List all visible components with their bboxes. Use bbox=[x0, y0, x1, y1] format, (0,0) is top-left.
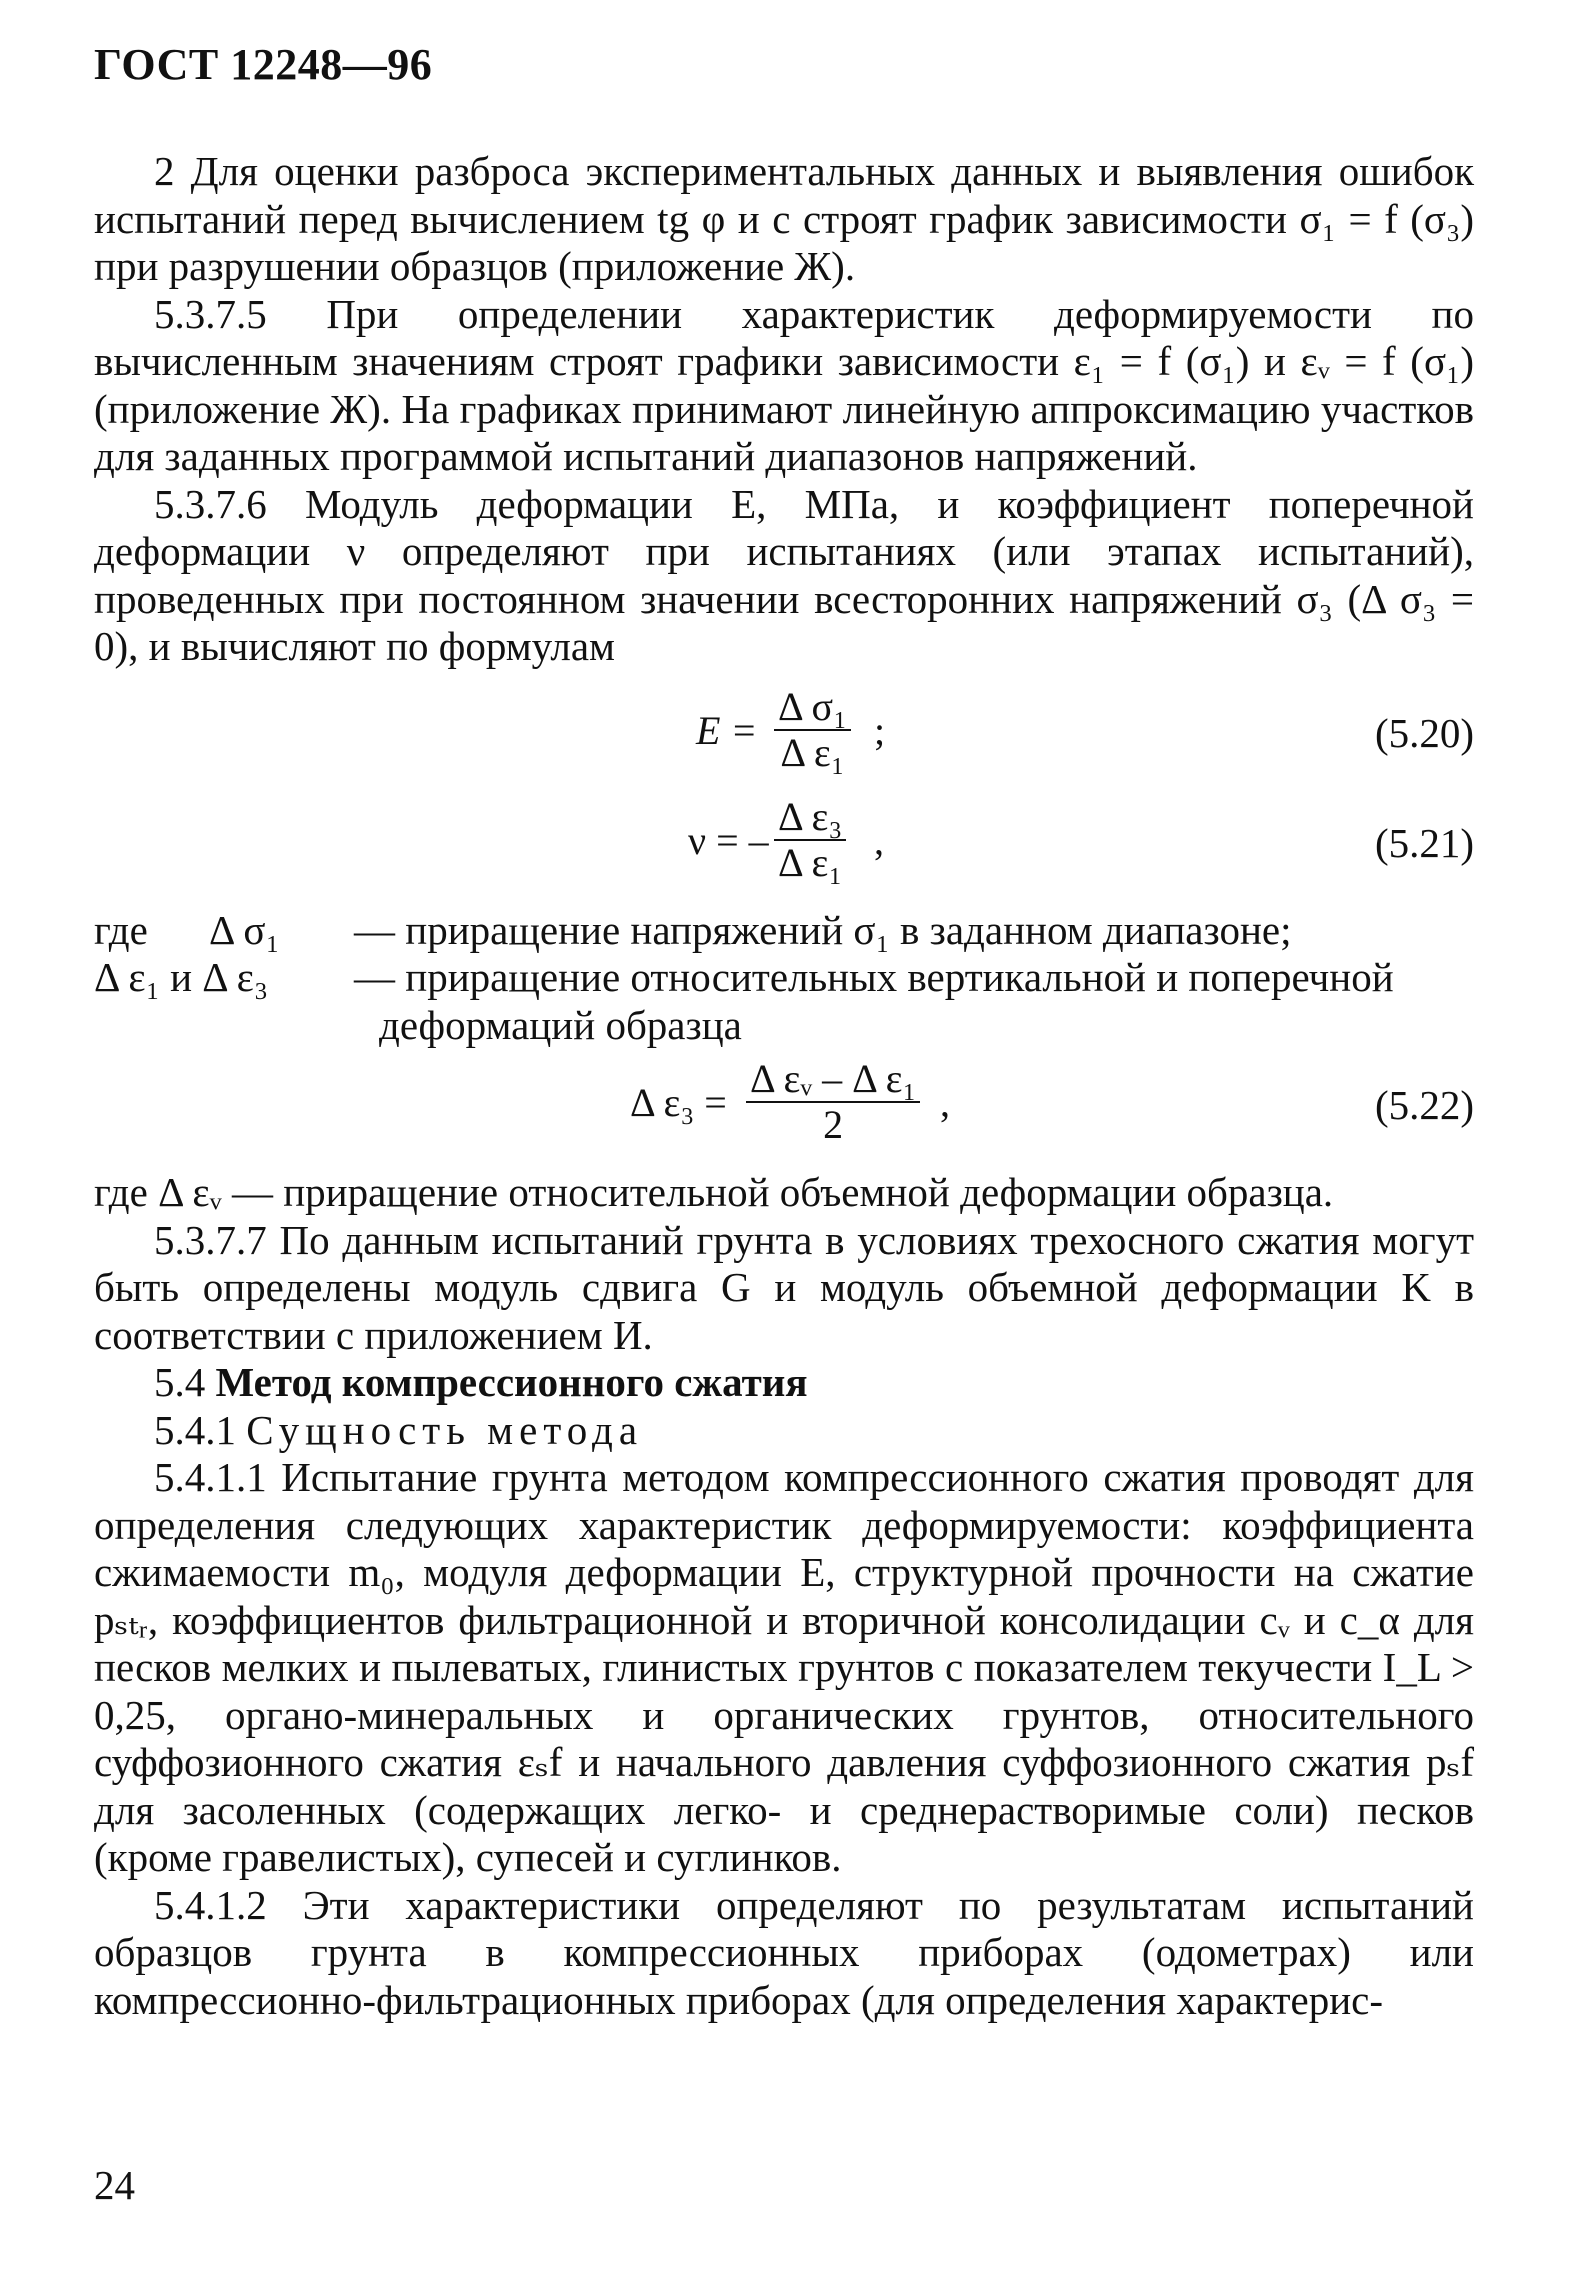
formula-denominator: Δ ε₁ bbox=[774, 729, 851, 775]
formula-fraction bbox=[774, 685, 851, 775]
document-page bbox=[94, 40, 1474, 2240]
formula-tail: , bbox=[940, 1080, 950, 1125]
formula-numerator: Δ σ₁ bbox=[778, 683, 848, 729]
subsection-title: Сущность метода bbox=[246, 1406, 644, 1453]
formula-fraction bbox=[774, 795, 846, 885]
formula-numerator: Δ εᵥ – Δ ε₁ bbox=[750, 1056, 917, 1101]
section-number: 5.4 bbox=[154, 1359, 206, 1405]
paragraph-5-3-7-7: 5.3.7.7 По данным испытаний грунта в условиях трехосного сжатия могут быть определены модуль сдвига G и модуль объемной деформации K в соответствии с приложением И. bbox=[94, 1216, 1474, 1358]
formula-number: (5.22) bbox=[1374, 1082, 1474, 1128]
where-description-continued: деформаций образца bbox=[379, 1001, 742, 1048]
section-5-4-heading bbox=[94, 1359, 1474, 1407]
subsection-number: 5.4.1 bbox=[154, 1406, 236, 1453]
where-term: Δ σ₁ bbox=[209, 906, 280, 953]
formula-denominator: 2 bbox=[746, 1101, 920, 1147]
where-description: — приращение относительных вертикальной и поперечной bbox=[354, 954, 1394, 1000]
page-number: 24 bbox=[94, 2162, 135, 2208]
where-volumetric: где Δ εᵥ — приращение относительной объемной деформации образца. bbox=[94, 1169, 1334, 1215]
formula-5-20 bbox=[94, 685, 1474, 781]
paragraph-5-3-7-5: 5.3.7.5 При определении характеристик деформируемости по вычисленным значениям строят графики зависимости ε₁ = f (σ₁) и εᵥ = f (σ₁) (приложение Ж). На графиках принимают линейную аппроксимацию участков для заданных программой испытаний диапазонов напряжений. bbox=[94, 290, 1474, 479]
section-title: Метод компрессионного сжатия bbox=[215, 1359, 808, 1405]
where-row bbox=[94, 907, 1474, 955]
formula-lhs: E = bbox=[696, 707, 758, 753]
standard-header: ГОСТ 12248—96 bbox=[94, 40, 433, 89]
where-row bbox=[94, 1002, 1474, 1050]
where-term: Δ ε₁ и Δ ε₃ bbox=[94, 954, 269, 1000]
formula-lhs: Δ ε₃ = bbox=[630, 1080, 727, 1125]
formula-fraction bbox=[746, 1057, 920, 1147]
where-description: — приращение напряжений σ₁ в заданном диапазоне; bbox=[354, 906, 1292, 953]
formula-number: (5.21) bbox=[1374, 819, 1474, 866]
where-block bbox=[94, 907, 1474, 1050]
where-label: где bbox=[94, 906, 148, 953]
formula-tail: ; bbox=[874, 707, 886, 753]
formula-number: (5.20) bbox=[1374, 709, 1474, 756]
where-row bbox=[94, 954, 1474, 1002]
paragraph-5-4-1-2: 5.4.1.2 Эти характеристики определяют по результатам испытаний образцов грунта в компрессионных приборах (одометрах) или компрессионно-фильтрационных приборах (для определения характерис- bbox=[94, 1881, 1474, 2023]
formula-numerator: Δ ε₃ bbox=[778, 793, 843, 839]
formula-5-22 bbox=[94, 1057, 1474, 1153]
formula-5-21 bbox=[94, 795, 1474, 891]
formula-tail: , bbox=[874, 817, 884, 863]
subsection-5-4-1-heading bbox=[94, 1407, 1474, 1455]
formula-denominator: Δ ε₁ bbox=[774, 839, 846, 885]
note-2: 2 Для оценки разброса экспериментальных данных и выявления ошибок испытаний перед вычислением tg φ и c строят график зависимости σ₁ = f (σ₃) при разрушении образцов (приложение Ж). bbox=[94, 148, 1474, 289]
formula-lhs: ν = – bbox=[688, 817, 769, 863]
paragraph-5-4-1-1: 5.4.1.1 Испытание грунта методом компрессионного сжатия проводят для определения следующих характеристик деформируемости: коэффициента сжимаемости m₀, модуля деформации E, структурной прочности на сжатие pₛₜᵣ, коэффициентов фильтрационной и вторичной консолидации cᵥ и c_α для песков мелких и пылеватых, глинистых грунтов с показателем текучести I_L > 0,25, органо-минеральных и органических грунтов, относительного суффозионного сжатия εₛf и начального давления суффозионного сжатия pₛf для засоленных (содержащих легко- и среднерастворимые соли) песков (кроме гравелистых), супесей и суглинков. bbox=[94, 1454, 1474, 1880]
paragraph-5-3-7-6: 5.3.7.6 Модуль деформации E, МПа, и коэффициент поперечной деформации ν определяют при испытаниях (или этапах испытаний), проведенных при постоянном значении всесторонних напряжений σ₃ (Δ σ₃ = 0), и вычисляют по формулам bbox=[94, 480, 1474, 669]
